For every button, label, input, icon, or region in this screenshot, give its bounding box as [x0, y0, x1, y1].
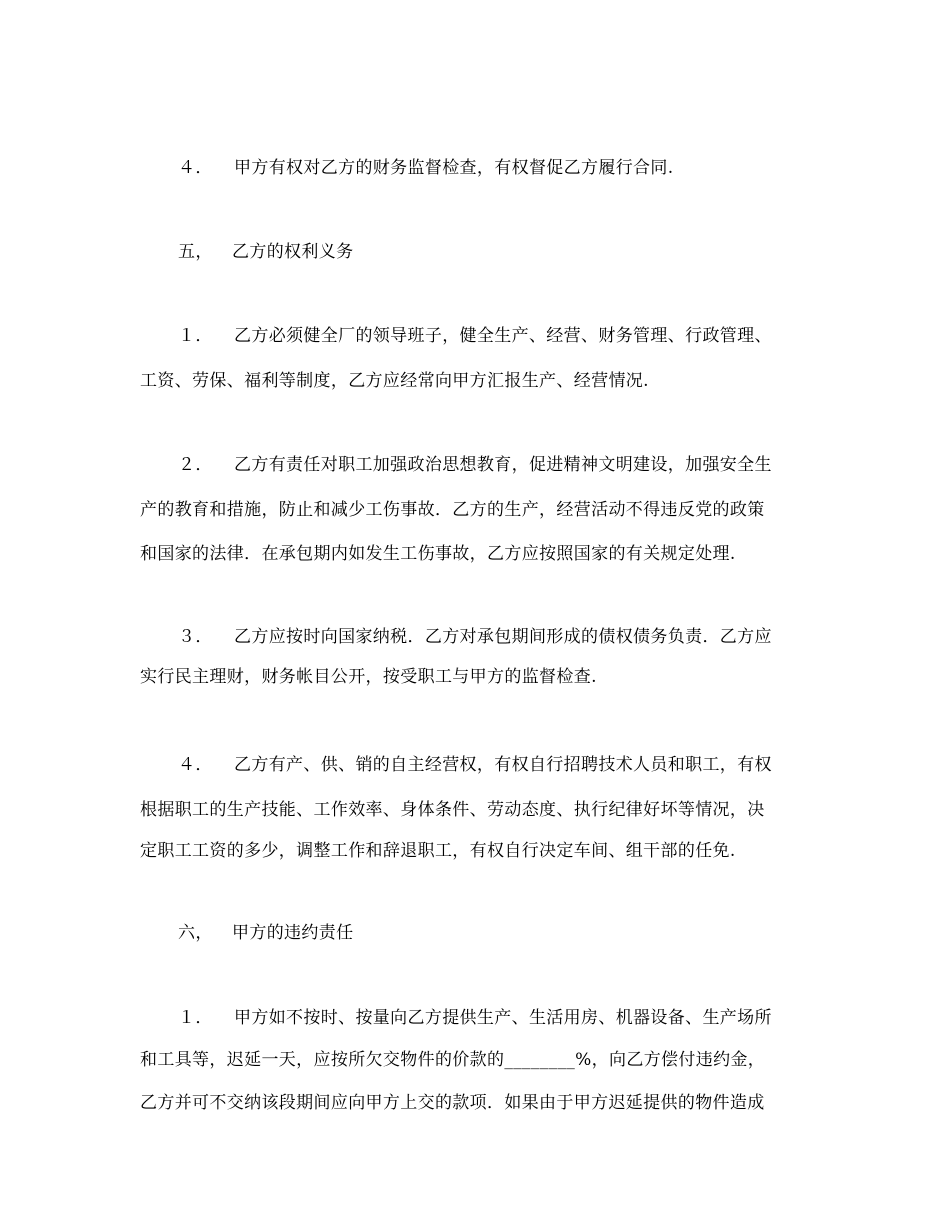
clause-text: 乙方有责任对职工加强政治思想教育，促进精神文明建设，加强安全生 [234, 455, 772, 475]
clause-c1-line3: 乙方并可不交纳该段期间应向甲方上交的款项．如果由于甲方迟延提供的物件造成 [140, 1093, 765, 1113]
clause-b3-line1 [178, 626, 858, 648]
clause-b1-line2: 工资、劳保、福利等制度，乙方应经常向甲方汇报生产、经营情况. [140, 371, 649, 391]
clause-b1-line1 [178, 325, 858, 347]
clause-text: 甲方如不按时、按量向乙方提供生产、生活用房、机器设备、生产场所 [234, 1008, 772, 1028]
clause-b4-line2: 根据职工的生产技能、工作效率、身体条件、劳动态度、执行纪律好坏等情况，决 [140, 800, 765, 820]
clause-text: 乙方应按时向国家纳税．乙方对承包期间形成的债权债务负责．乙方应 [234, 627, 772, 647]
section-title: 乙方的权利义务 [232, 242, 354, 262]
clause-b4-line1 [178, 754, 858, 776]
clause-a4 [178, 157, 858, 179]
clause-number: ３． [178, 627, 213, 647]
section-number: 六， [178, 923, 213, 943]
clause-c1-line1 [178, 1007, 858, 1029]
clause-b2-line3: 和国家的法律．在承包期内如发生工伤事故，乙方应按照国家的有关规定处理. [140, 544, 736, 564]
section-number: 五， [178, 242, 213, 262]
clause-number: ４． [178, 755, 213, 775]
clause-number: ２． [178, 455, 213, 475]
section-heading-5 [178, 241, 858, 263]
clause-b2-line2: 产的教育和措施，防止和减少工伤事故．乙方的生产，经营活动不得违反党的政策 [140, 500, 765, 520]
clause-c1-line2: 和工具等，迟延一天，应按所欠交物件的价款的________%，向乙方偿付违约金， [140, 1050, 766, 1070]
section-title: 甲方的违约责任 [232, 923, 354, 943]
clause-number: ４． [178, 158, 213, 178]
section-heading-6 [178, 922, 858, 944]
clause-text: 乙方必须健全厂的领导班子，健全生产、经营、财务管理、行政管理、 [234, 326, 772, 346]
clause-number: １． [178, 326, 213, 346]
clause-number: １． [178, 1008, 213, 1028]
clause-text: 乙方有产、供、销的自主经营权，有权自行招聘技术人员和职工，有权 [234, 755, 772, 775]
clause-b2-line1 [178, 454, 858, 476]
clause-b4-line3: 定职工工资的多少，调整工作和辞退职工，有权自行决定车间、组干部的任免. [140, 841, 736, 861]
clause-text: 甲方有权对乙方的财务监督检查，有权督促乙方履行合同. [234, 158, 674, 178]
clause-b3-line2: 实行民主理财，财务帐目公开，按受职工与甲方的监督检查. [140, 667, 597, 687]
